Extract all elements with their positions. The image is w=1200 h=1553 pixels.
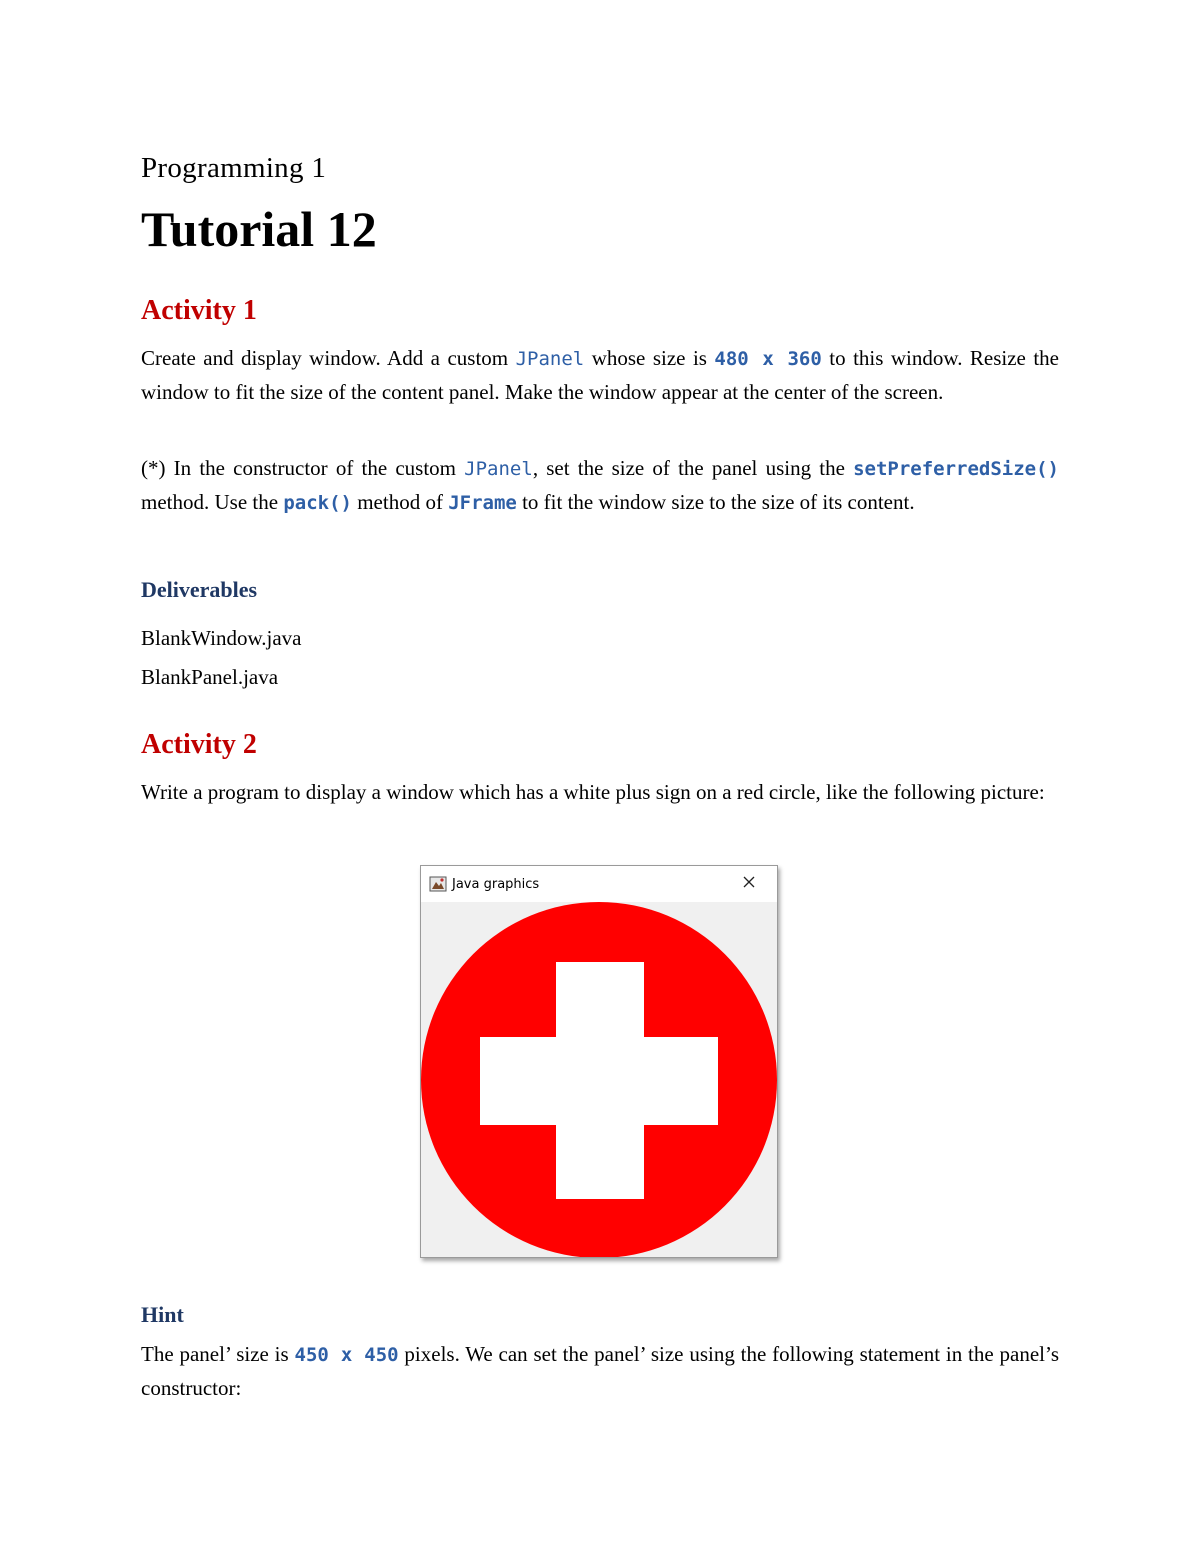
activity-2-paragraph: Write a program to display a window which has a white plus sign on a red circle, like the following picture: [141,780,1045,804]
activity-1-heading: Activity 1 [141,295,257,326]
java-cup-icon [429,876,447,892]
close-icon[interactable] [741,874,757,890]
plus-horizontal-bar [480,1037,718,1125]
course-name: Programming 1 [141,152,327,184]
activity-1-paragraph-2: (*) In the constructor of the custom JPanel, set the size of the panel using the setPreferredSize() method. Use the pack() method of JFrame to fit the window size to the size of its content. [141,456,1059,514]
deliverables-heading: Deliverables [141,577,258,602]
code-setpreferredsize: setPreferredSize() [853,458,1059,480]
code-panel-size: 450 x 450 [294,1344,399,1366]
hint-heading: Hint [141,1302,184,1327]
code-pack: pack() [283,492,352,514]
deliverable-item: BlankWindow.java [141,626,302,650]
window-title-bar [421,866,777,902]
activity-2-heading: Activity 2 [141,729,257,760]
code-jpanel: JPanel [464,458,533,480]
code-jpanel: JPanel [515,348,585,370]
graphics-panel [421,902,777,1258]
window-title: Java graphics [452,877,540,892]
deliverable-item: BlankPanel.java [141,665,279,689]
code-size: 480 x 360 [714,348,822,370]
page-title: Tutorial 12 [141,201,377,257]
activity-1-paragraph-1: Create and display window. Add a custom JPanel whose size is 480 x 360 to this window. Resize the window to fit the size of the content panel. Make the window appear at the center of the screen. [141,346,1060,404]
code-jframe: JFrame [448,492,517,514]
java-graphics-window [420,865,778,1258]
hint-paragraph: The panel’ size is 450 x 450 pixels. We can set the panel’ size using the following statement in the panel’s constructor: [141,1342,1060,1400]
